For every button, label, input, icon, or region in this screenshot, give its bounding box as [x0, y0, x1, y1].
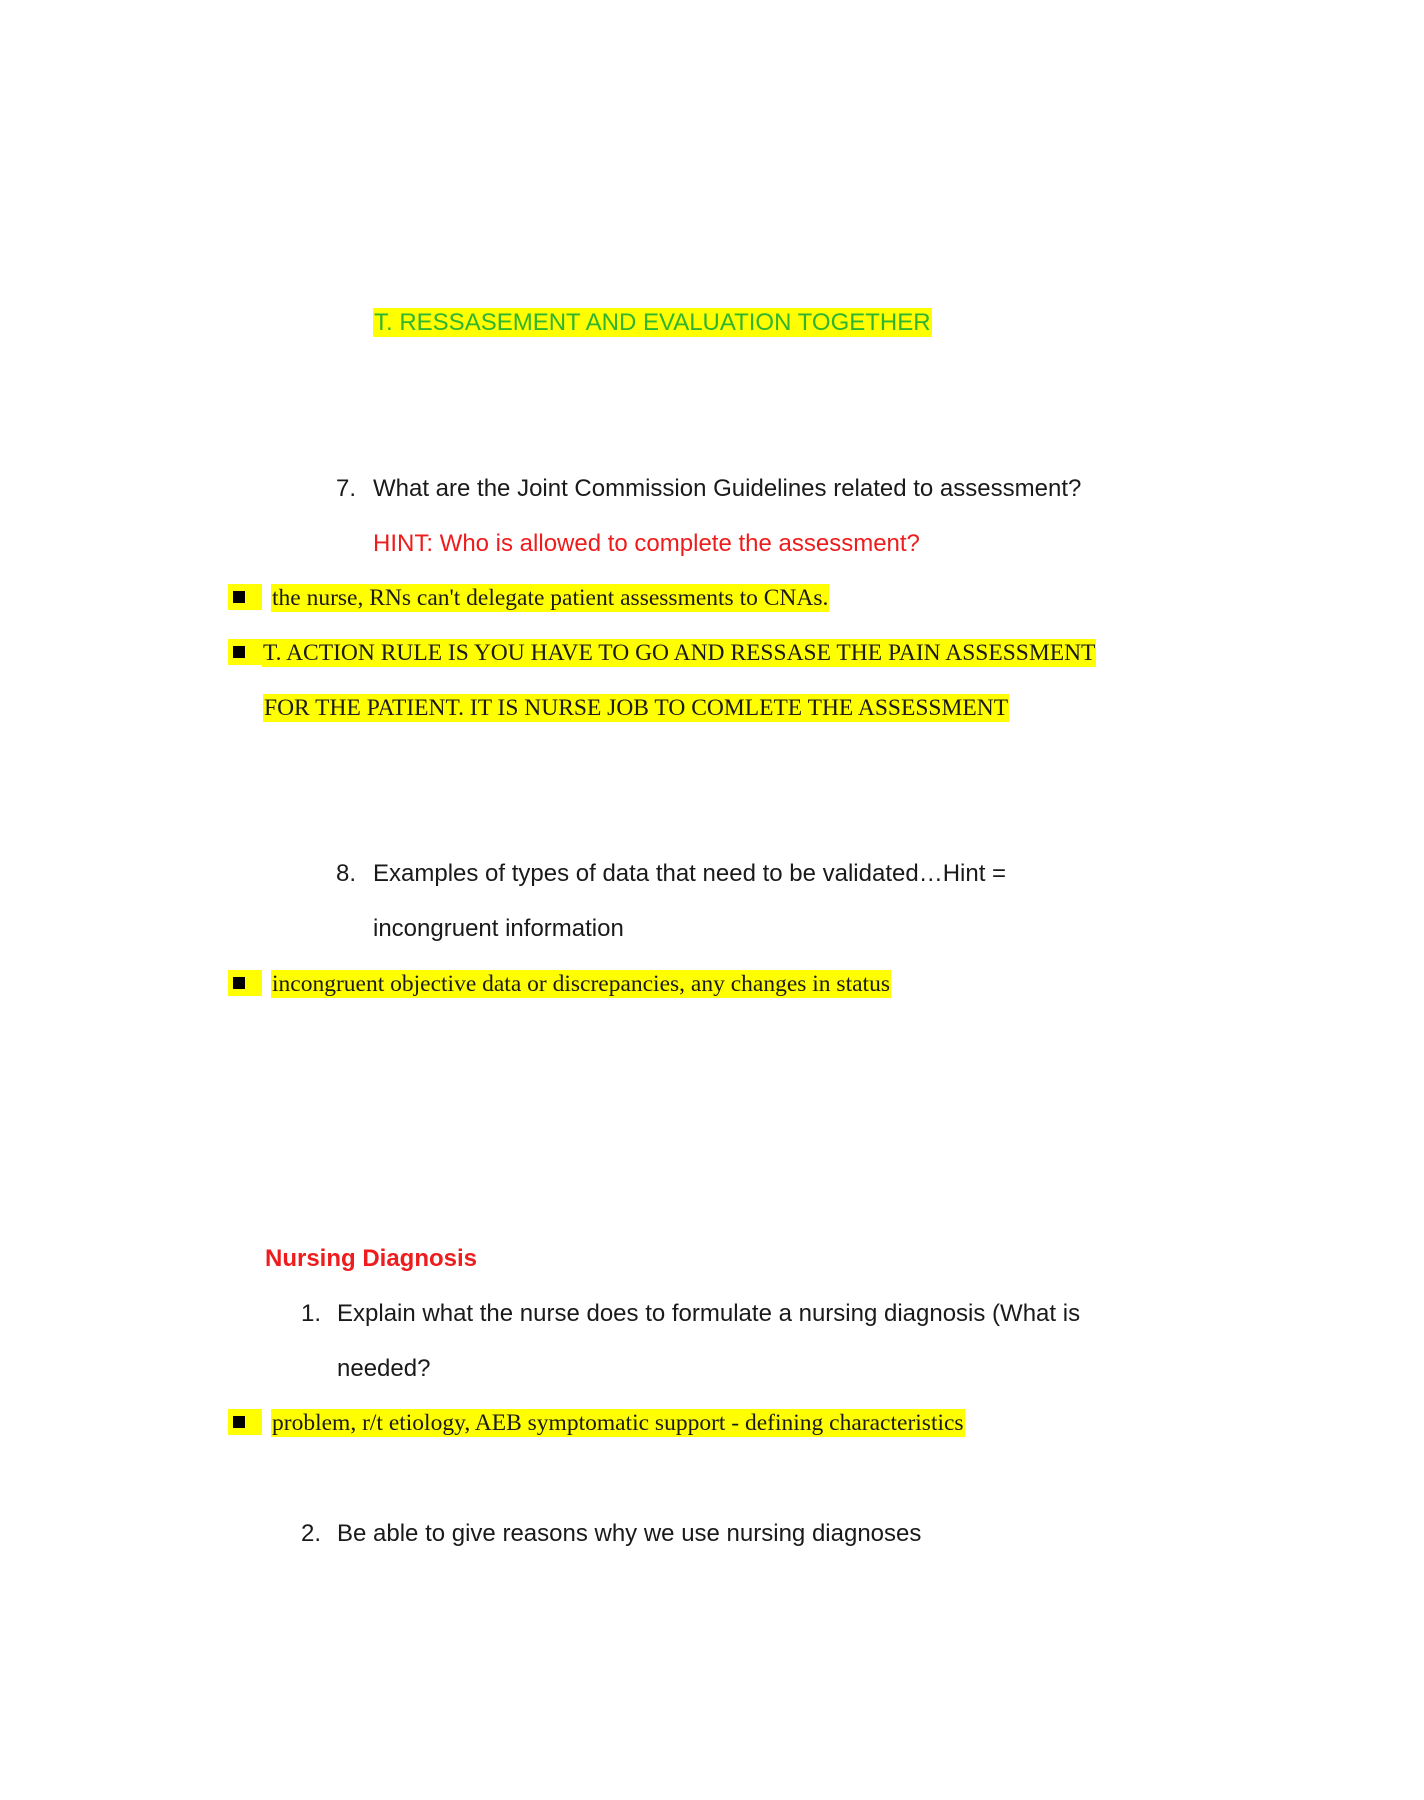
nd-q1-number: 1.	[301, 1300, 322, 1327]
q8-answer-text: incongruent objective data or discrepancies, any changes in status	[272, 971, 890, 997]
q7-answer-2-line-1	[262, 640, 1096, 667]
nursing-diagnosis-heading: Nursing Diagnosis	[265, 1245, 478, 1272]
nd-q1-text-line-1: Explain what the nurse does to formulate a nursing diagnosis (What is	[337, 1300, 1081, 1327]
q7-answer-2-line-2	[263, 695, 1009, 722]
square-bullet-icon	[233, 591, 245, 603]
bullet-icon	[228, 639, 262, 665]
q7-text: What are the Joint Commission Guidelines related to assessment?	[373, 475, 1082, 502]
square-bullet-icon	[233, 646, 245, 658]
nd-q1-text-line-2: needed?	[337, 1355, 431, 1382]
q8-text-line-2: incongruent information	[373, 915, 624, 942]
q7-number: 7.	[336, 475, 357, 502]
q8-answer	[271, 971, 891, 998]
bullet-icon	[228, 584, 262, 610]
nd-q2-text: Be able to give reasons why we use nursing diagnoses	[337, 1520, 922, 1547]
q8-number: 8.	[336, 860, 357, 887]
nd-q2-number: 2.	[301, 1520, 322, 1547]
bullet-icon	[228, 1409, 262, 1435]
q7-answer-2-line-1-text: T. ACTION RULE IS YOU HAVE TO GO AND RESSASE THE PAIN ASSESSMENT	[263, 640, 1096, 666]
square-bullet-icon	[233, 977, 245, 989]
q7-answer-1-text: the nurse, RNs can't delegate patient assessments to CNAs.	[272, 585, 829, 611]
nd-q1-answer-text: problem, r/t etiology, AEB symptomatic support - defining characteristics	[272, 1410, 964, 1436]
q7-answer-1	[271, 585, 829, 612]
q7-hint: HINT: Who is allowed to complete the assessment?	[373, 530, 920, 557]
q8-text-line-1: Examples of types of data that need to be validated…Hint =	[373, 860, 1007, 887]
nd-q1-answer	[271, 1410, 965, 1437]
section-heading-text: T. RESSASEMENT AND EVALUATION TOGETHER	[374, 309, 931, 336]
q7-answer-2-line-2-text: FOR THE PATIENT. IT IS NURSE JOB TO COMLETE THE ASSESSMENT	[264, 695, 1009, 721]
square-bullet-icon	[233, 1416, 245, 1428]
section-heading	[373, 309, 932, 337]
bullet-icon	[228, 970, 262, 996]
